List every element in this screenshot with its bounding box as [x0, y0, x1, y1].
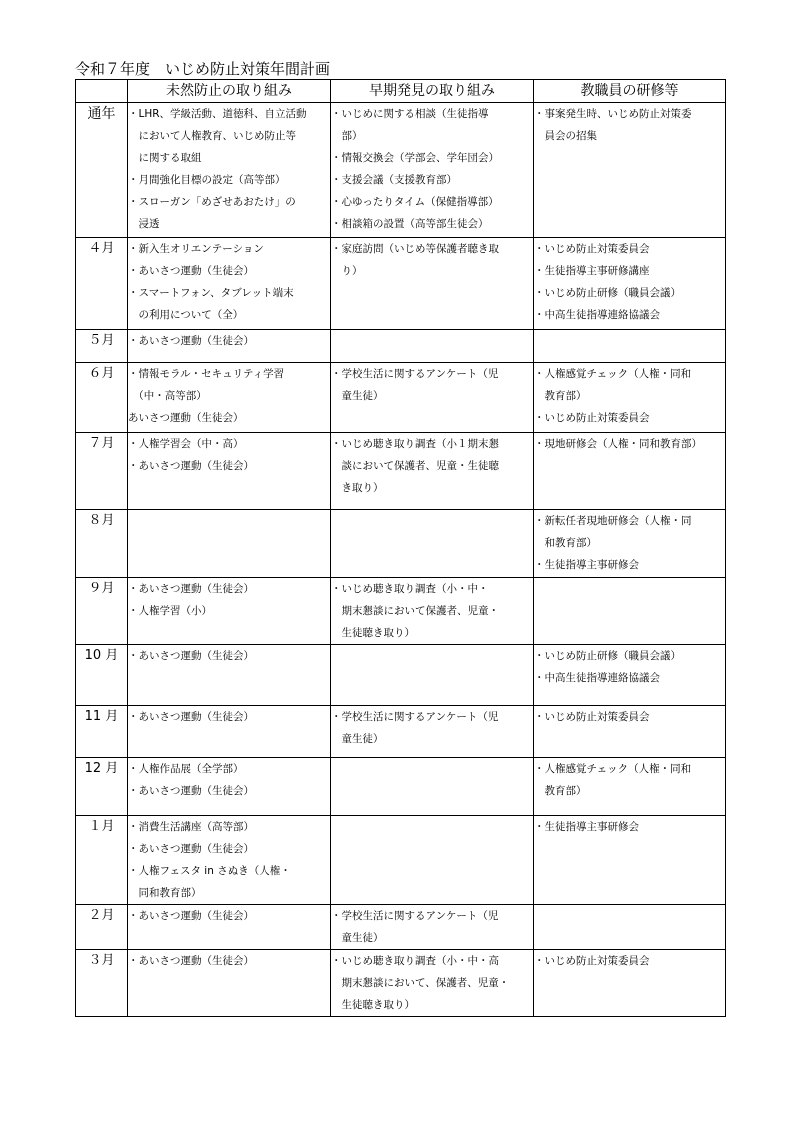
plan-item-line: 浸透 [128, 218, 160, 230]
month-cell: 12 月 [76, 758, 128, 816]
plan-item-line: 員会の招集 [534, 130, 597, 142]
plan-item-line: 童生徒） [331, 932, 384, 944]
staff-training-cell [534, 510, 726, 578]
plan-row [76, 645, 726, 706]
prevention-cell [128, 433, 331, 510]
staff-training-cell [534, 103, 726, 238]
plan-row [76, 578, 726, 645]
prevention-cell [128, 363, 331, 433]
plan-item-line: ・生徒指導主事研修会 [534, 559, 639, 571]
early-detection-cell [331, 578, 534, 645]
prevention-cell [128, 578, 331, 645]
plan-item-line: ・あいさつ運動（生徒会） [128, 955, 254, 967]
early-detection-cell [331, 816, 534, 905]
prevention-cell [128, 758, 331, 816]
staff-training-cell [534, 758, 726, 816]
prevention-cell [128, 238, 331, 330]
plan-item-line: ・心ゆったりタイム（保健指導部） [331, 196, 499, 208]
plan-item-line: ・新転任者現地研修会（人権・同 [534, 515, 692, 527]
plan-item-line: ・あいさつ運動（生徒会） [128, 910, 254, 922]
plan-item-line: ・中高生徒指導連絡協議会 [534, 672, 660, 684]
plan-item-line: 期末懇談において保護者、児童・ [331, 605, 499, 617]
prevention-cell [128, 330, 331, 363]
plan-item-line: ・あいさつ運動（生徒会） [128, 650, 254, 662]
staff-training-cell [534, 363, 726, 433]
prevention-cell [128, 950, 331, 1017]
plan-item-line: き取り） [331, 482, 384, 494]
early-detection-cell [331, 363, 534, 433]
early-detection-cell [331, 510, 534, 578]
plan-item-line: 童生徒） [331, 733, 384, 745]
early-detection-cell [331, 330, 534, 363]
plan-row [76, 238, 726, 330]
plan-item-line: ・いじめ聴き取り調査（小・中・ [331, 583, 489, 595]
staff-training-cell [534, 578, 726, 645]
plan-item-line: ・あいさつ運動（生徒会） [128, 460, 254, 472]
plan-item-line: ・生徒指導主事研修会 [534, 821, 639, 833]
plan-item-line: ・学校生活に関するアンケート（児 [331, 368, 499, 380]
header-month [76, 80, 128, 103]
prevention-cell [128, 103, 331, 238]
header-prevention: 未然防止の取り組み [128, 80, 331, 103]
plan-item-line: ・あいさつ運動（生徒会） [128, 711, 254, 723]
staff-training-cell [534, 645, 726, 706]
plan-item-line: ・いじめ聴き取り調査（小１期末懇 [331, 438, 499, 450]
month-cell: 通年 [76, 103, 128, 238]
month-cell: ９月 [76, 578, 128, 645]
plan-item-line: 生徒聴き取り） [331, 627, 415, 639]
plan-item-line: ・いじめ防止対策委員会 [534, 412, 650, 424]
month-cell: 11 月 [76, 706, 128, 758]
plan-item-line: ・いじめ防止対策委員会 [534, 711, 650, 723]
month-cell: ７月 [76, 433, 128, 510]
plan-item-line: ・家庭訪問（いじめ等保護者聴き取 [331, 243, 499, 255]
month-cell: ６月 [76, 363, 128, 433]
staff-training-cell [534, 433, 726, 510]
plan-item-line: ・中高生徒指導連絡協議会 [534, 309, 660, 321]
early-detection-cell [331, 706, 534, 758]
staff-training-cell [534, 330, 726, 363]
plan-item-line: 生徒聴き取り） [331, 999, 415, 1011]
plan-item-line: 童生徒） [331, 390, 384, 402]
plan-item-line: ・あいさつ運動（生徒会） [128, 843, 254, 855]
plan-item-line: ・情報モラル・セキュリティ学習 [128, 368, 285, 380]
plan-item-line: 部） [331, 130, 363, 142]
month-cell: １月 [76, 816, 128, 905]
month-cell: ３月 [76, 950, 128, 1017]
plan-item-line: ・支援会議（支援教育部） [331, 174, 457, 186]
early-detection-cell [331, 758, 534, 816]
staff-training-cell [534, 706, 726, 758]
plan-item-line: 談において保護者、児童・生徒聴 [331, 460, 499, 472]
plan-row [76, 905, 726, 950]
plan-item-line: ・スマートフォン、タブレット端末 [128, 287, 294, 299]
plan-row [76, 950, 726, 1017]
plan-item-line: ・いじめに関する相談（生徒指導 [331, 108, 489, 120]
plan-item-line: ・現地研修会（人権・同和教育部） [534, 438, 702, 450]
annual-plan-table [75, 79, 726, 1017]
plan-item-line: ・いじめ防止対策委員会 [534, 243, 650, 255]
header-early-detection: 早期発見の取り組み [331, 80, 534, 103]
plan-item-line: ・いじめ防止対策委員会 [534, 955, 650, 967]
plan-item-line: ・あいさつ運動（生徒会） [128, 785, 254, 797]
early-detection-cell [331, 103, 534, 238]
plan-item-line: ・学校生活に関するアンケート（児 [331, 910, 499, 922]
plan-item-line: ・あいさつ運動（生徒会） [128, 265, 254, 277]
plan-item-line: ・いじめ防止研修（職員会議） [534, 287, 681, 299]
plan-item-line: り） [331, 265, 363, 277]
plan-row [76, 363, 726, 433]
plan-item-line: 期末懇談において、保護者、児童・ [331, 977, 510, 989]
plan-item-line: ・新入生オリエンテーション [128, 243, 264, 255]
plan-item-line: ・いじめ聴き取り調査（小・中・高 [331, 955, 499, 967]
plan-item-line: ・消費生活講座（高等部） [128, 821, 254, 833]
month-cell: ２月 [76, 905, 128, 950]
early-detection-cell [331, 645, 534, 706]
plan-item-line: ・いじめ防止研修（職員会議） [534, 650, 681, 662]
staff-training-cell [534, 950, 726, 1017]
plan-item-line: ・事案発生時、いじめ防止対策委 [534, 108, 692, 120]
staff-training-cell [534, 905, 726, 950]
plan-item-line: あいさつ運動（生徒会） [128, 412, 244, 424]
plan-item-line: ・生徒指導主事研修講座 [534, 265, 650, 277]
month-cell: 10 月 [76, 645, 128, 706]
plan-item-line: 教育部） [534, 785, 587, 797]
prevention-cell [128, 905, 331, 950]
plan-item-line: の利用について（全） [128, 309, 244, 321]
plan-item-line: ・あいさつ運動（生徒会） [128, 335, 254, 347]
document-title: 令和７年度 いじめ防止対策年間計画 [75, 60, 331, 78]
plan-item-line: ・月間強化目標の設定（高等部） [128, 174, 286, 186]
prevention-cell [128, 816, 331, 905]
plan-item-line: ・人権感覚チェック（人権・同和 [534, 368, 692, 380]
header-staff-training: 教職員の研修等 [534, 80, 726, 103]
plan-item-line: ・情報交換会（学部会、学年団会） [331, 152, 499, 164]
plan-row [76, 330, 726, 363]
plan-item-line: ・人権フェスタ in さぬき（人権・ [128, 865, 291, 877]
plan-item-line: に関する取組 [128, 152, 202, 164]
prevention-cell [128, 706, 331, 758]
prevention-cell [128, 645, 331, 706]
plan-item-line: 和教育部） [534, 537, 597, 549]
plan-row [76, 758, 726, 816]
plan-item-line: ・人権学習会（中・高） [128, 438, 244, 450]
plan-item-line: 同和教育部） [128, 887, 202, 899]
plan-item-line: ・人権作品展（全学部） [128, 763, 244, 775]
plan-row [76, 816, 726, 905]
plan-item-line: （中・高等部） [128, 390, 207, 402]
plan-item-line: ・スローガン「めざせあおたけ」の [128, 196, 296, 208]
plan-item-line: ・相談箱の設置（高等部生徒会） [331, 218, 489, 230]
staff-training-cell [534, 238, 726, 330]
plan-item-line: ・学校生活に関するアンケート（児 [331, 711, 499, 723]
plan-row [76, 433, 726, 510]
month-cell: ５月 [76, 330, 128, 363]
plan-item-line: ・あいさつ運動（生徒会） [128, 583, 254, 595]
plan-row [76, 510, 726, 578]
early-detection-cell [331, 433, 534, 510]
plan-row [76, 706, 726, 758]
header-row [76, 80, 726, 103]
early-detection-cell [331, 238, 534, 330]
early-detection-cell [331, 950, 534, 1017]
plan-item-line: ・人権感覚チェック（人権・同和 [534, 763, 692, 775]
plan-item-line: において人権教育、いじめ防止等 [128, 130, 296, 142]
plan-row [76, 103, 726, 238]
plan-item-line: ・人権学習（小） [128, 605, 212, 617]
prevention-cell [128, 510, 331, 578]
early-detection-cell [331, 905, 534, 950]
month-cell: ８月 [76, 510, 128, 578]
month-cell: ４月 [76, 238, 128, 330]
plan-item-line: ・LHR、学級活動、道徳科、自立活動 [128, 108, 307, 120]
plan-item-line: 教育部） [534, 390, 587, 402]
staff-training-cell [534, 816, 726, 905]
